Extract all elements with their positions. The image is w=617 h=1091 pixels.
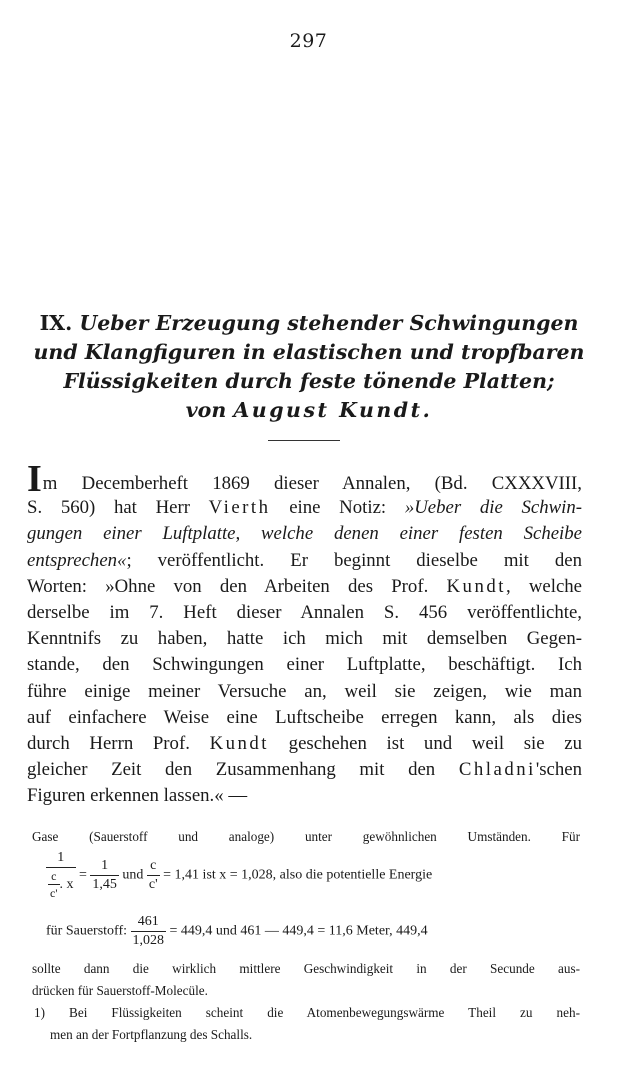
body-line: gungen einer Luftplatte, welche denen einer festen Scheibe [27,523,582,545]
footnote-text: sollte dann die wirklich mittlere Geschwindigkeit in der Secunde aus- [32,961,580,976]
equation-text: = 449,4 und 461 — 449,4 = 11,6 Meter, 449,4 [169,923,428,939]
inner-numerator: c [48,869,60,885]
inner-denominator: c' [50,886,58,900]
body-line-text: geschehen ist und weil sie zu [288,732,582,754]
fraction-denominator: 1,028 [132,933,164,948]
fraction-numerator: 1 [90,858,119,876]
compound-fraction [46,850,76,901]
body-line [27,458,582,500]
body-paragraph [27,458,583,809]
fraction-denominator: 1,45 [92,877,117,892]
body-line [27,731,582,757]
factor-x: . x [59,877,74,893]
equation-text: für Sauerstoff: [46,923,127,939]
title-line-3: Flüssigkeiten durch feste tönende Platten; [63,369,555,393]
body-line-text: ; veröffentlicht. Er beginnt dieselbe mit den [126,549,582,571]
title-divider [268,440,340,441]
body-line-text: 'schen [535,759,582,781]
body-line: stande, den Schwingungen einer Luftplatte, beschäftigt. Ich [27,654,582,676]
page-number: 297 [289,30,328,52]
title-byline [18,396,600,425]
name-kundt: Kundt [446,575,506,597]
fraction-numerator: 461 [131,914,167,932]
body-line: Kenntnifs zu haben, hatte ich mich mit demselben Gegen- [27,628,582,650]
footnote-text: 1) Bei Flüssigkeiten scheint die Atomenbewegungswärme Theil zu neh- [34,1005,580,1020]
name-kundt: Kundt [209,732,270,754]
fraction [147,858,160,893]
title-line-2: und Klangfiguren in elastischen und tropfbaren [33,340,585,364]
fraction-numerator: 1 [46,850,76,868]
fraction-numerator: c [147,858,160,876]
body-line-text: Worten: »Ohne von den Arbeiten des Prof. [27,575,429,597]
footnote-text: drücken für Sauerstoff-Molecüle. [32,983,208,998]
name-vierth: Vierth [208,497,271,519]
quoted-title: »Ueber die Schwin- [404,497,582,519]
byline-von: von [185,398,227,422]
footnote-continuation [32,958,580,1002]
body-line: Figuren erkennen lassen.« — [27,785,248,807]
body-line [27,548,582,574]
footnote-text: men an der Fortpflanzung des Schalls. [50,1027,253,1042]
body-line-text: durch Herrn Prof. [27,732,190,754]
inner-fraction [48,869,60,901]
equation-1 [46,850,432,901]
section-number: IX. [39,311,73,335]
body-line [27,495,582,521]
drop-cap: I [27,458,42,500]
body-line: derselbe im 7. Heft dieser Annalen S. 456 veröffentlichte, [27,601,582,623]
body-line [27,574,582,600]
footnote-1 [34,1002,580,1046]
title-line-1-text: Ueber Erzeugung stehender Schwingungen [79,311,579,335]
fraction-denominator [46,868,76,901]
name-chladni: Chladni [458,759,536,781]
article-title [18,309,600,425]
title-line-1 [18,309,600,338]
body-line-text: m Decemberheft 1869 dieser Annalen, (Bd. CXXXVIII, [42,473,582,494]
body-line-text: S. 560) hat Herr [27,497,190,519]
body-line-text: , welche [505,575,583,597]
body-line [27,757,582,783]
fraction-denominator: c' [148,877,158,892]
fraction [90,858,119,893]
footnote-text: Gase (Sauerstoff und analoge) unter gewöhnlichen Umständen. Für [32,829,580,844]
equation-text: und [122,867,144,883]
equals-sign: = [79,867,87,883]
body-line: führe einige meiner Versuche an, weil sie zeigen, wie man [27,680,582,702]
body-line: auf einfachere Weise eine Luftscheibe erregen kann, als dies [27,706,582,728]
body-line-text: eine Notiz: [289,497,387,519]
body-line-text: gleicher Zeit den Zusammenhang mit den [27,759,436,781]
fraction [131,914,167,949]
equation-text: = 1,41 ist x = 1,028, also die potentielle Energie [163,867,433,883]
footnote-line [32,826,580,848]
author-name: August Kundt. [233,398,433,422]
quoted-title-end: entsprechen« [27,549,127,571]
equation-2 [46,914,428,949]
